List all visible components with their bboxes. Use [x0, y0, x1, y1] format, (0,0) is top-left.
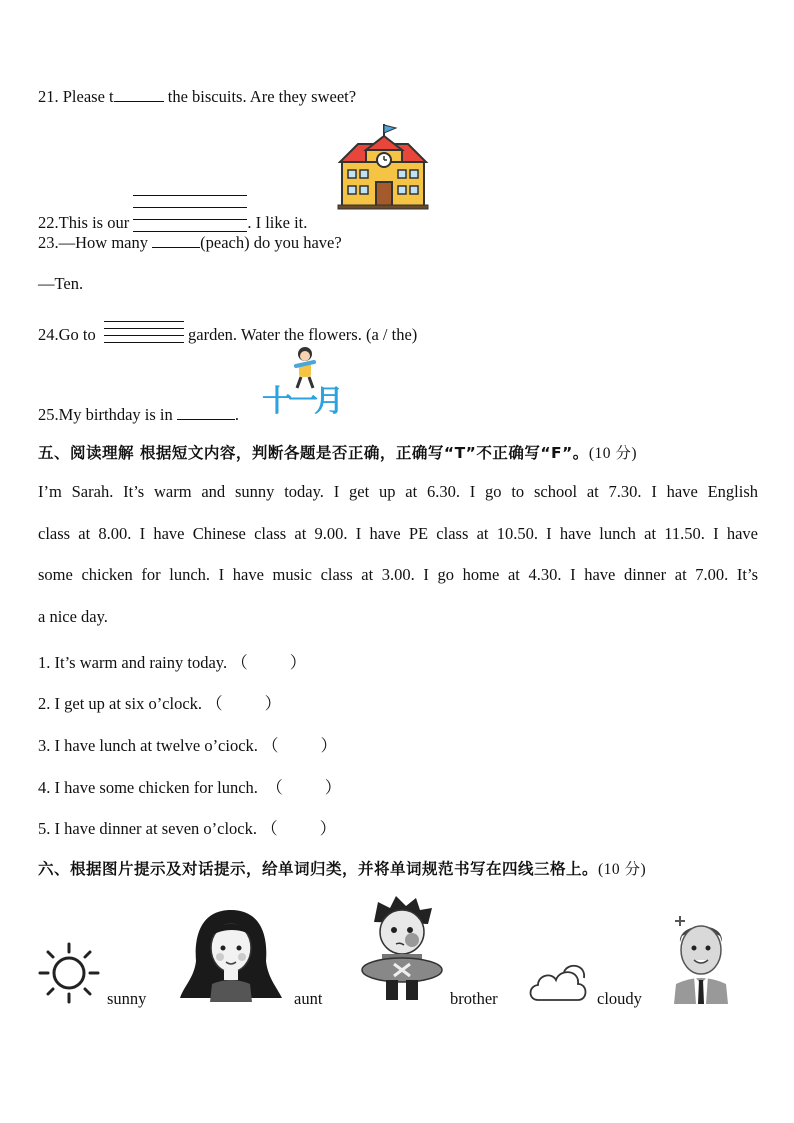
man-icon: [670, 912, 732, 1004]
q25-blank[interactable]: [177, 405, 235, 420]
tf-question-text: 2. I get up at six o’clock.: [38, 694, 203, 713]
section-5-heading-text: 五、阅读理解 根据短文内容，判断各题是否正确，正确写“T”不正确写“F”。: [38, 444, 589, 462]
tf-question-5: [38, 815, 336, 839]
school-icon: [336, 122, 430, 210]
boy-icon: [356, 892, 446, 1004]
woman-icon: [176, 906, 286, 1002]
tf-question-text: 5. I have dinner at seven o’clock.: [38, 819, 257, 838]
reading-passage: [38, 471, 758, 637]
q24-text-after: garden. Water the flowers. (a / the): [183, 325, 418, 344]
question-23: [38, 233, 342, 253]
q22-text-after: . I like it.: [247, 213, 308, 232]
section-5-score: (10 分): [588, 445, 638, 462]
answer-paren-open: （: [231, 653, 248, 672]
answer-paren-open: （: [262, 736, 279, 755]
tf-question-text: 3. I have lunch at twelve o’ciock.: [38, 736, 258, 755]
question-24: [38, 321, 417, 345]
question-25: [38, 405, 239, 425]
q21-blank[interactable]: [114, 87, 164, 102]
answer-paren-open: （: [261, 819, 278, 838]
answer-paren-close: ）: [319, 819, 337, 838]
question-22: [38, 195, 307, 233]
q23-answer: —Ten.: [38, 274, 84, 293]
q24-text-before: 24.Go to: [38, 325, 100, 344]
tf-question-text: 4. I have some chicken for lunch.: [38, 778, 258, 797]
passage-line-3: some chicken for lunch. I have music class at 3.00. I go home at 4.30. I have dinner at 7.00. It’s: [38, 565, 758, 585]
section-6-heading: [38, 857, 646, 879]
q23-text-before: 23.—How many: [38, 233, 153, 252]
tf-question-4: [38, 774, 341, 798]
passage-line-4: a nice day.: [38, 606, 108, 626]
tf-question-1: [38, 649, 306, 673]
q23-blank[interactable]: [152, 233, 200, 248]
answer-paren-close: ）: [264, 694, 282, 713]
sun-icon: [38, 942, 100, 1004]
section-6-score: (10 分): [598, 861, 647, 878]
answer-paren-close: ）: [289, 653, 307, 672]
q24-four-line-blank[interactable]: [104, 321, 184, 345]
month-image: [262, 346, 358, 420]
tf-question-text: 1. It’s warm and rainy today.: [38, 653, 228, 672]
answer-paren-open: （: [266, 778, 283, 797]
section-6-heading-text: 六、根据图片提示及对话提示，给单词归类，并将单词规范书写在四线三格上。: [38, 860, 599, 878]
month-image-text: 十一月: [262, 384, 340, 419]
q21-text-after: the biscuits. Are they sweet?: [163, 87, 357, 106]
word-brother: brother: [450, 989, 498, 1008]
passage-line-1: I’m Sarah. It’s warm and sunny today. I get up at 6.30. I go to school at 7.30. I have English: [38, 482, 758, 501]
question-21: [38, 87, 356, 107]
passage-line-2: class at 8.00. I have Chinese class at 9.00. I have PE class at 10.50. I have lunch at 11.50. I have: [38, 523, 758, 543]
q22-text-before: 22.This is our: [38, 213, 134, 232]
word-cloudy: cloudy: [597, 989, 642, 1008]
q22-four-line-blank[interactable]: [133, 195, 247, 233]
q25-text-after: .: [234, 405, 239, 424]
q25-text-before: 25.My birthday is in: [38, 405, 177, 424]
section-5-heading: [38, 441, 637, 463]
answer-paren-close: ）: [320, 736, 338, 755]
tf-question-2: [38, 690, 281, 714]
answer-paren-close: ）: [324, 778, 342, 797]
word-sunny: sunny: [107, 989, 147, 1008]
cloud-icon: [526, 958, 590, 1004]
word-aunt: aunt: [294, 989, 323, 1008]
answer-paren-open: （: [206, 694, 223, 713]
tf-question-3: [38, 732, 337, 756]
q21-text-before: 21. Please t: [38, 87, 114, 106]
q23-text-after: (peach) do you have?: [200, 233, 342, 252]
